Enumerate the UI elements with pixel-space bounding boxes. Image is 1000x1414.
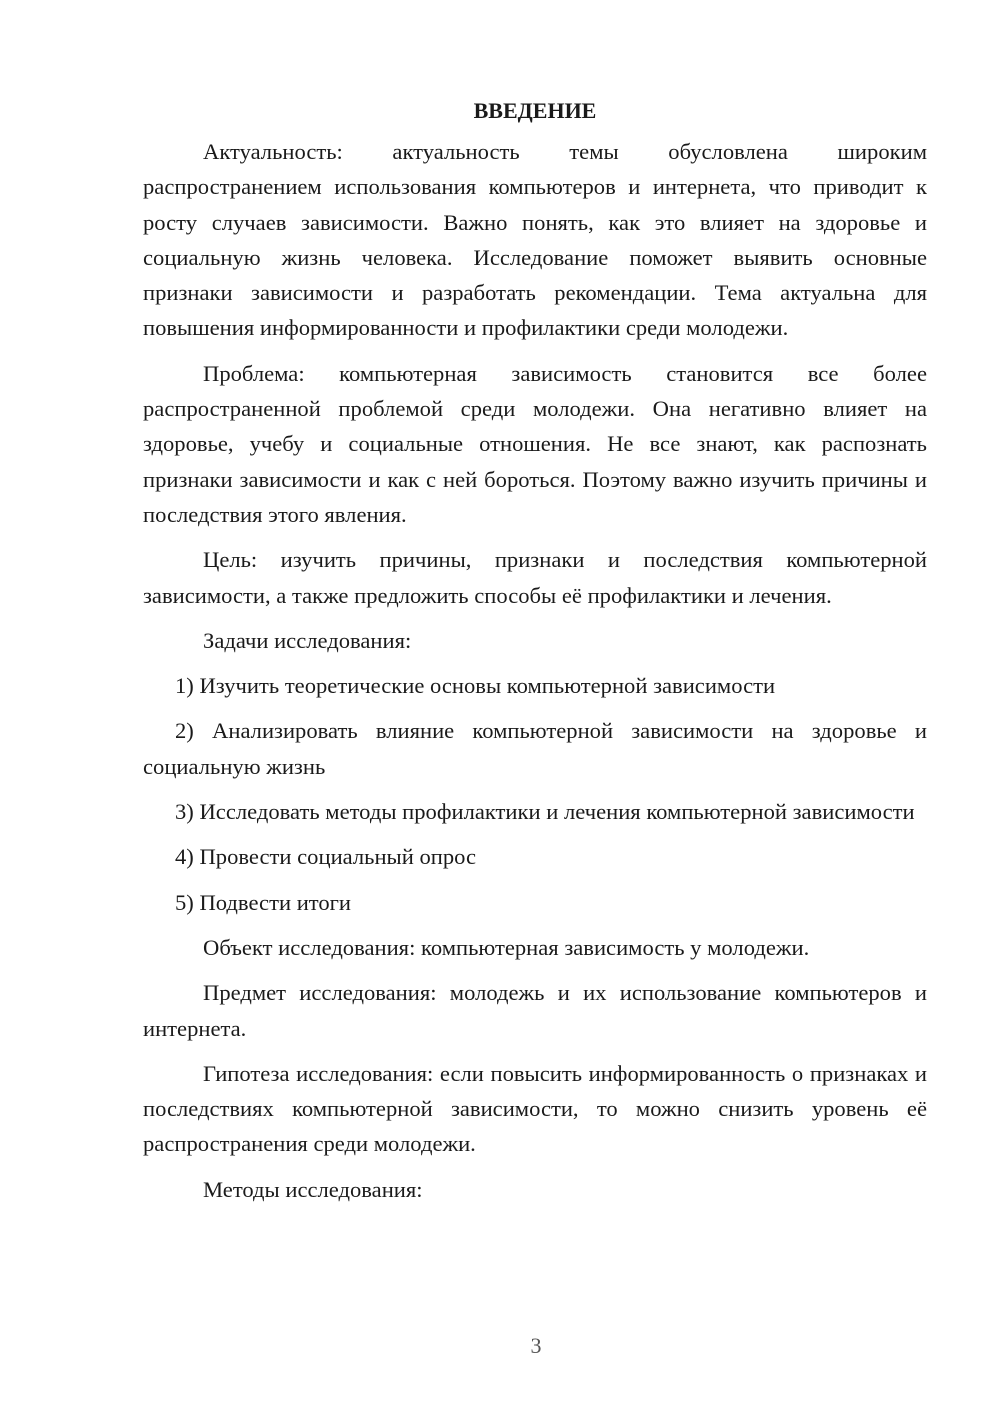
document-page <box>143 94 927 1217</box>
paragraph-object: Объект исследования: компьютерная зависимость у молодежи. <box>203 934 810 960</box>
paragraph-subject: Предмет исследования: молодежь и их использование компьютеров и интернета. <box>143 980 927 1041</box>
task-item-4: 4) Провести социальный опрос <box>175 844 477 870</box>
methods-heading: Методы исследования: <box>203 1176 423 1202</box>
paragraph-goal: Цель: изучить причины, признаки и последствия компьютерной зависимости, а также предложить способы её профилактики и лечения. <box>143 547 927 608</box>
task-item-1: 1) Изучить теоретические основы компьютерной зависимости <box>175 673 776 699</box>
tasks-heading: Задачи исследования: <box>203 627 412 653</box>
task-item-2: 2) Анализировать влияние компьютерной зависимости на здоровье и социальную жизнь <box>143 718 927 779</box>
task-item-5: 5) Подвести итоги <box>175 889 352 915</box>
paragraph-relevance: Актуальность: актуальность темы обусловлена широким распространением использования компьютеров и интернета, что приводит к росту случаев зависимости. Важно понять, как это влияет на здоровье и социальную жизнь человека. Исследование поможет выявить основные признаки зависимости и разработать рекомендации. Тема актуальна для повышения информированности и профилактики среди молодежи. <box>143 139 927 341</box>
task-item-3: 3) Исследовать методы профилактики и лечения компьютерной зависимости <box>175 799 915 825</box>
paragraph-hypothesis: Гипотеза исследования: если повысить информированность о признаках и последствиях компьютерной зависимости, то можно снизить уровень её распространения среди молодежи. <box>143 1060 927 1157</box>
page-title: ВВЕДЕНИЕ <box>473 98 597 123</box>
paragraph-problem: Проблема: компьютерная зависимость становится все более распространенной проблемой среди молодежи. Она негативно влияет на здоровье, учебу и социальные отношения. Не все знают, как распознать признаки зависимости и как с ней бороться. Поэтому важно изучить причины и последствия этого явления. <box>143 360 927 527</box>
page-number: 3 <box>530 1333 542 1358</box>
